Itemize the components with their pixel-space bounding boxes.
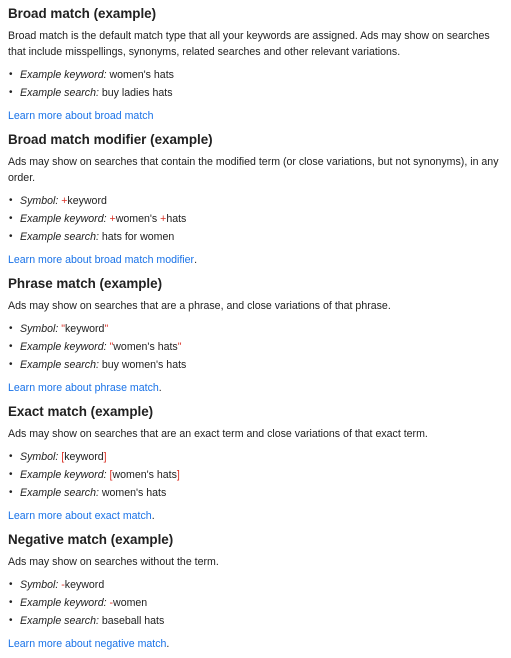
list-item bbox=[8, 338, 503, 356]
link-suffix: . bbox=[194, 254, 198, 266]
bullet-icon: • bbox=[9, 341, 13, 352]
section-title: Broad match modifier (example) bbox=[8, 132, 213, 147]
item-value: women's hats bbox=[106, 69, 174, 81]
item-separator: : bbox=[103, 213, 107, 225]
item-separator: : bbox=[103, 341, 107, 353]
section-1 bbox=[8, 4, 503, 124]
bullet-icon: • bbox=[9, 579, 13, 590]
section-description: Ads may show on searches that are a phrase, and close variations of that phrase. bbox=[8, 300, 391, 312]
match-symbol: + bbox=[61, 195, 68, 207]
bullet-icon: • bbox=[9, 195, 13, 206]
list-item bbox=[8, 594, 503, 612]
list-item bbox=[8, 466, 503, 484]
match-symbol: " bbox=[177, 341, 182, 353]
match-symbol: - bbox=[109, 597, 114, 609]
bullet-icon: • bbox=[9, 69, 13, 80]
item-label: Example keyword bbox=[20, 69, 104, 81]
learn-more-link[interactable]: Learn more about broad match modifier bbox=[8, 254, 195, 266]
example-list bbox=[8, 576, 503, 630]
match-symbol: " bbox=[109, 341, 114, 353]
learn-more-row bbox=[8, 630, 503, 652]
item-value: keyword bbox=[65, 323, 105, 335]
item-label: Symbol bbox=[20, 323, 56, 335]
item-separator: : bbox=[103, 597, 107, 609]
item-separator: : bbox=[55, 195, 59, 207]
learn-more-row bbox=[8, 374, 503, 396]
list-item bbox=[8, 320, 503, 338]
example-list bbox=[8, 66, 503, 102]
link-suffix: . bbox=[158, 382, 162, 394]
item-value: keyword bbox=[64, 451, 104, 463]
list-item bbox=[8, 576, 503, 594]
learn-more-link[interactable]: Learn more about broad match bbox=[8, 110, 154, 122]
list-item bbox=[8, 356, 503, 374]
item-label: Example search bbox=[20, 359, 96, 371]
bullet-icon: • bbox=[9, 615, 13, 626]
item-label: Example search bbox=[20, 231, 96, 243]
item-value: women bbox=[113, 597, 148, 609]
bullet-icon: • bbox=[9, 231, 13, 242]
item-value: hats bbox=[166, 213, 187, 225]
learn-more-link[interactable]: Learn more about negative match bbox=[8, 638, 167, 650]
bullet-icon: • bbox=[9, 451, 13, 462]
item-separator: : bbox=[95, 359, 99, 371]
item-label: Symbol bbox=[20, 579, 56, 591]
bullet-icon: • bbox=[9, 323, 13, 334]
list-item bbox=[8, 210, 503, 228]
item-value: buy ladies hats bbox=[98, 87, 173, 99]
item-value: keyword bbox=[64, 579, 105, 591]
list-item bbox=[8, 84, 503, 102]
item-value: buy women's hats bbox=[98, 359, 187, 371]
list-item bbox=[8, 192, 503, 210]
section-4 bbox=[8, 402, 503, 524]
match-symbol: - bbox=[61, 579, 65, 591]
list-item bbox=[8, 612, 503, 630]
example-list bbox=[8, 448, 503, 502]
list-item bbox=[8, 484, 503, 502]
item-label: Example search bbox=[20, 87, 96, 99]
section-description: Ads may show on searches that are an exact term and close variations of that exact term. bbox=[8, 428, 428, 440]
item-separator: : bbox=[103, 69, 107, 81]
match-symbol: [ bbox=[61, 451, 65, 463]
learn-more-link[interactable]: Learn more about exact match bbox=[8, 510, 152, 522]
bullet-icon: • bbox=[9, 359, 13, 370]
bullet-icon: • bbox=[9, 213, 13, 224]
item-value: women's hats bbox=[98, 487, 167, 499]
example-list bbox=[8, 192, 503, 246]
match-symbol: " bbox=[104, 323, 109, 335]
item-label: Symbol bbox=[20, 195, 56, 207]
example-list bbox=[8, 320, 503, 374]
bullet-icon: • bbox=[9, 469, 13, 480]
item-value: keyword bbox=[67, 195, 107, 207]
section-title: Broad match (example) bbox=[8, 6, 157, 21]
item-label: Example keyword bbox=[20, 597, 104, 609]
item-separator: : bbox=[55, 451, 59, 463]
item-value: women's hats bbox=[113, 341, 178, 353]
bullet-icon: • bbox=[9, 487, 13, 498]
learn-more-row bbox=[8, 246, 503, 268]
item-value: women's hats bbox=[112, 469, 177, 481]
item-separator: : bbox=[95, 231, 99, 243]
bullet-icon: • bbox=[9, 597, 13, 608]
learn-more-row bbox=[8, 502, 503, 524]
match-symbol: + bbox=[160, 213, 167, 225]
learn-more-row bbox=[8, 102, 503, 124]
section-5 bbox=[8, 530, 503, 652]
learn-more-link[interactable]: Learn more about phrase match bbox=[8, 382, 159, 394]
section-title: Phrase match (example) bbox=[8, 276, 163, 291]
item-value: hats for women bbox=[98, 231, 175, 243]
section-description: Broad match is the default match type that all your keywords are assigned. Ads may show on searches that include misspellings, synonyms, related searches and other relevant variations. bbox=[8, 30, 490, 58]
item-label: Symbol bbox=[20, 451, 56, 463]
item-value: women's bbox=[115, 213, 161, 225]
list-item bbox=[8, 66, 503, 84]
item-separator: : bbox=[103, 469, 107, 481]
section-description: Ads may show on searches that contain the modified term (or close variations, but not synonyms), in any order. bbox=[8, 156, 499, 184]
item-label: Example keyword bbox=[20, 213, 104, 225]
section-title: Exact match (example) bbox=[8, 404, 154, 419]
item-separator: : bbox=[55, 323, 59, 335]
link-suffix: . bbox=[151, 510, 155, 522]
item-label: Example search bbox=[20, 487, 96, 499]
list-item bbox=[8, 228, 503, 246]
section-description: Ads may show on searches without the term. bbox=[8, 556, 219, 568]
item-separator: : bbox=[95, 615, 99, 627]
section-2 bbox=[8, 130, 503, 268]
bullet-icon: • bbox=[9, 87, 13, 98]
list-item bbox=[8, 448, 503, 466]
match-symbol: " bbox=[61, 323, 65, 335]
item-value: baseball hats bbox=[98, 615, 165, 627]
item-label: Example search bbox=[20, 615, 96, 627]
link-suffix: . bbox=[166, 638, 170, 650]
match-symbol: [ bbox=[109, 469, 113, 481]
section-title: Negative match (example) bbox=[8, 532, 174, 547]
item-label: Example keyword bbox=[20, 341, 104, 353]
item-separator: : bbox=[95, 487, 99, 499]
item-label: Example keyword bbox=[20, 469, 104, 481]
match-symbol: ] bbox=[176, 469, 180, 481]
section-3 bbox=[8, 274, 503, 396]
item-separator: : bbox=[55, 579, 59, 591]
match-symbol: ] bbox=[103, 451, 107, 463]
match-symbol: + bbox=[109, 213, 116, 225]
item-separator: : bbox=[95, 87, 99, 99]
